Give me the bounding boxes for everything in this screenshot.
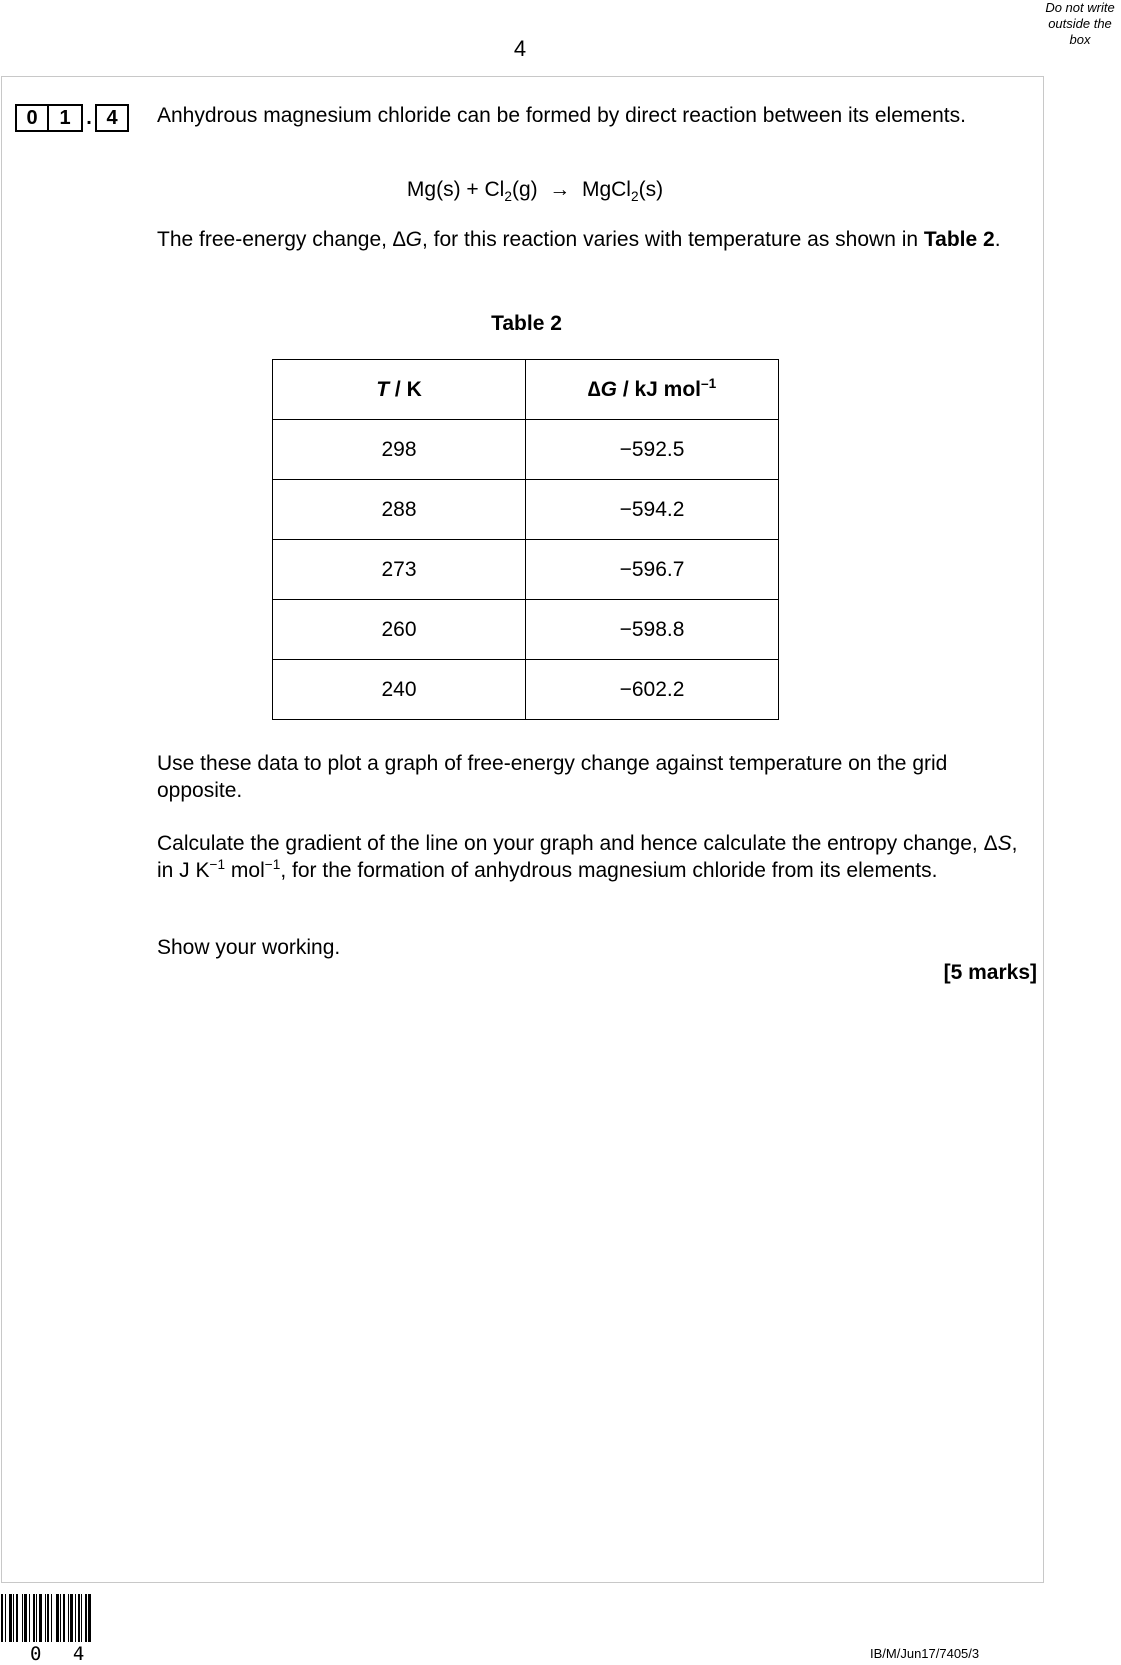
question-digit: 1 [49,104,83,132]
intro-text: Anhydrous magnesium chloride can be formed by direct reaction between its elements. [157,104,966,127]
table-row [273,540,779,600]
table-reference: Table 2 [923,228,995,251]
equation-lhs: Mg(s) + Cl [406,178,505,201]
question-separator: . [86,106,92,129]
cell-temperature: 240 [273,660,526,720]
g-symbol: G [600,377,617,401]
chemical-equation [0,178,1070,205]
cell-free-energy: −598.8 [526,600,779,660]
temperature-unit: / K [389,377,422,401]
delta-symbol: Δ [983,832,998,855]
table-caption: Table 2 [491,312,562,335]
cell-temperature: 298 [273,420,526,480]
paper-reference: IB/M/Jun17/7405/3 [870,1646,980,1661]
margin-note-line: outside the [1048,16,1112,31]
page-number: 4 [513,36,527,61]
table-header-row [273,360,779,420]
reaction-arrow: → [549,178,571,201]
cell-free-energy: −596.7 [526,540,779,600]
show-working: Show your working. [157,936,341,959]
equation-rhs: MgCl [581,178,631,201]
margin-note [1040,0,1120,48]
gradient-instruction [157,830,1037,884]
cell-temperature: 260 [273,600,526,660]
text-fragment: , in J K [157,832,1018,882]
margin-note-line: box [1069,32,1091,47]
plot-instruction: Use these data to plot a graph of free-energy change against temperature on the grid opposite. [157,752,948,802]
text-fragment: , for this reaction varies with temperature as shown in [422,228,924,251]
header-free-energy [526,360,779,420]
marks-label: [5 marks] [943,961,1037,984]
data-table [272,359,779,720]
text-fragment: . [994,228,1001,251]
equation-rhs-state: (s) [638,178,664,201]
unit-exponent: −1 [209,857,226,872]
cell-temperature: 273 [273,540,526,600]
free-energy-unit: / kJ mol [616,377,702,401]
question-number [15,104,129,132]
delta-symbol: ∆ [587,377,601,401]
unit-exponent: −1 [264,857,281,872]
text-fragment: Calculate the gradient of the line on your graph and hence calculate the entropy change, [157,832,984,855]
equation-lhs-state: (g) [511,178,538,201]
cell-free-energy: −602.2 [526,660,779,720]
temperature-symbol: T [376,377,390,401]
text-fragment: The free-energy change, [157,228,393,251]
header-temperature [273,360,526,420]
text-fragment: mol [225,859,265,882]
cell-free-energy: −592.5 [526,420,779,480]
equation-subscript: 2 [504,189,512,205]
table-row [273,480,779,540]
delta-g-symbol: ∆G [392,228,422,251]
table-row [273,660,779,720]
unit-exponent: –1 [701,375,717,391]
entropy-symbol: S [997,832,1012,855]
equation-subscript: 2 [630,189,639,205]
question-digit: 0 [15,104,49,132]
margin-note-line: Do not write [1045,0,1115,15]
free-energy-text [157,226,1037,253]
text-fragment: , for the formation of anhydrous magnesium chloride from its elements. [280,859,938,882]
cell-temperature: 288 [273,480,526,540]
barcode [1,1594,112,1642]
question-part: 4 [95,104,129,132]
table-row [273,420,779,480]
table-row [273,600,779,660]
cell-free-energy: −594.2 [526,480,779,540]
barcode-number: 0 4 [30,1643,95,1665]
